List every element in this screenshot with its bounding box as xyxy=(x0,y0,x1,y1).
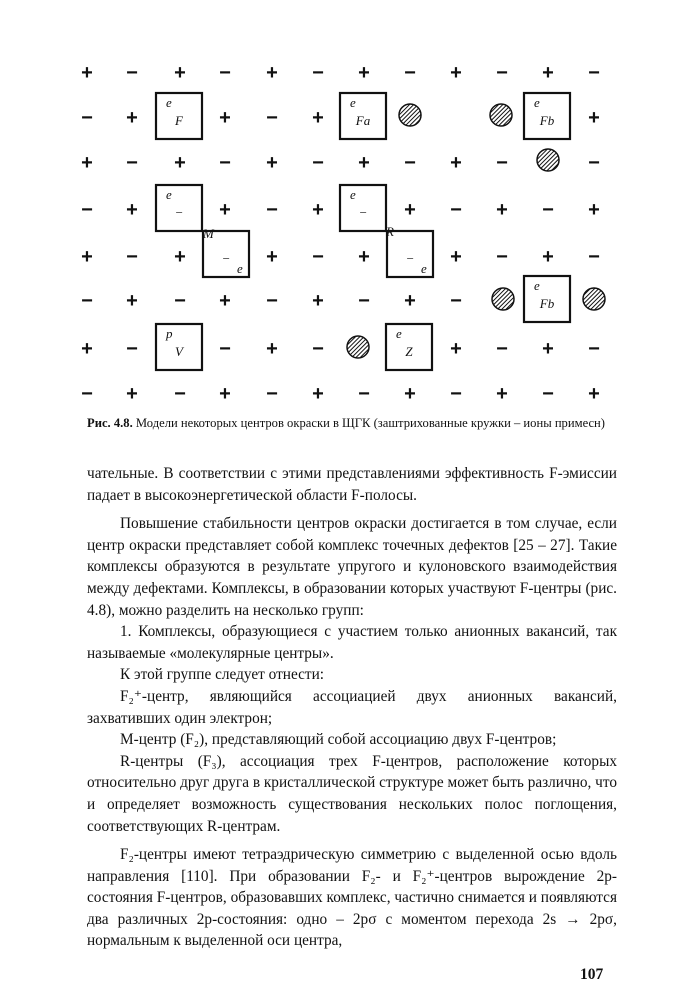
anion-minus: − xyxy=(496,62,508,84)
anion-minus: − xyxy=(126,338,138,360)
cation-plus: + xyxy=(126,383,138,405)
box-top-label: e xyxy=(534,278,540,293)
cation-plus: + xyxy=(542,62,554,84)
cation-plus: + xyxy=(81,246,93,268)
anion-minus: − xyxy=(266,199,278,221)
cation-plus: + xyxy=(404,383,416,405)
cation-plus: + xyxy=(312,290,324,312)
box-top-label: e xyxy=(534,95,540,110)
cation-plus: + xyxy=(266,246,278,268)
anion-minus: − xyxy=(496,338,508,360)
box-center-label: Z xyxy=(405,344,413,359)
impurity-ion-circle xyxy=(490,104,512,126)
anion-minus: − xyxy=(174,290,186,312)
box-center-label: − xyxy=(405,251,415,266)
vacancy-box xyxy=(524,93,570,139)
paragraph-2: Повышение стабильности центров окраски достигается в том случае, если центр окраски представляет собой комплекс точечных дефектов [25 – 27]. Такие комплексы образуются в результате упругого и кулоновского взаимодействия между дефектами. Комплексы, в образовании которых участвуют F-центры (рис. 4.8), можно разделить на несколько групп: xyxy=(87,515,617,619)
cation-plus: + xyxy=(266,338,278,360)
anion-minus: − xyxy=(219,338,231,360)
body-text xyxy=(87,463,617,952)
anion-minus: − xyxy=(81,383,93,405)
cation-plus: + xyxy=(496,383,508,405)
box-top-label: e xyxy=(350,187,356,202)
cation-plus: + xyxy=(266,152,278,174)
anion-minus: − xyxy=(126,246,138,268)
vacancy-box xyxy=(524,276,570,322)
cation-plus: + xyxy=(266,62,278,84)
box-center-label: Fb xyxy=(539,113,555,128)
anion-minus: − xyxy=(588,152,600,174)
box-center-label: Fa xyxy=(355,113,371,128)
box-top-label: p xyxy=(166,326,173,341)
cation-plus: + xyxy=(404,199,416,221)
anion-minus: − xyxy=(588,62,600,84)
cation-plus: + xyxy=(450,62,462,84)
cation-plus: + xyxy=(219,107,231,129)
figure-4-8 xyxy=(0,0,696,410)
box-center-label: − xyxy=(358,205,368,220)
anion-minus: − xyxy=(266,290,278,312)
impurity-ion-circle xyxy=(537,149,559,171)
box-center-label: − xyxy=(221,251,231,266)
paragraph-1: чательные. В соответствии с этими представлениями эффективность F-эмиссии падает в высокоэнергетической области F-полосы. xyxy=(87,465,617,504)
cation-plus: + xyxy=(542,246,554,268)
cation-plus: + xyxy=(126,107,138,129)
anion-minus: − xyxy=(219,62,231,84)
anion-minus: − xyxy=(81,199,93,221)
anion-minus: − xyxy=(450,290,462,312)
cation-plus: + xyxy=(81,152,93,174)
cation-plus: + xyxy=(312,199,324,221)
box-top-label: e xyxy=(166,95,172,110)
anion-minus: − xyxy=(542,199,554,221)
paragraph-8: F₂-центры имеют тетраэдрическую симметрию с выделенной осью вдоль направления [110]. При образовании F₂- и F₂⁺-центров вырождение 2p-состояния F-центров, образовавших комплекс, частично снимается и появляются два различных 2p-состояния: одно – 2pσ с моментом перехода 2s → 2pσ, нормальным к выделенной оси центра, xyxy=(87,846,617,950)
vacancy-box xyxy=(340,185,386,231)
anion-minus: − xyxy=(588,246,600,268)
cation-plus: + xyxy=(219,383,231,405)
paragraph-7: R-центры (F₃), ассоциация трех F-центров, расположение которых относительно друг друга в кристаллической структуре может быть различно, что и определяет возможность существования нескольких полос поглощения, соответствующих R-центрам. xyxy=(87,752,617,835)
cation-plus: + xyxy=(450,152,462,174)
box-corner-label: e xyxy=(237,261,243,276)
cation-plus: + xyxy=(219,290,231,312)
caption-text: Модели некоторых центров окраски в ЩГК (заштрихованные кружки – ионы примесн) xyxy=(132,416,605,430)
paragraph-6: М-центр (F₂), представляющий собой ассоциацию двух F-центров; xyxy=(120,731,557,749)
box-center-label: − xyxy=(174,205,184,220)
anion-minus: − xyxy=(450,383,462,405)
box-top-label: e xyxy=(396,326,402,341)
anion-minus: − xyxy=(266,383,278,405)
box-center-label: F xyxy=(175,113,183,128)
figure-caption xyxy=(87,414,617,433)
anion-minus: − xyxy=(496,246,508,268)
cation-plus: + xyxy=(174,62,186,84)
anion-minus: − xyxy=(496,152,508,174)
impurity-ion-circle xyxy=(492,288,514,310)
anion-minus: − xyxy=(219,152,231,174)
cation-plus: + xyxy=(588,383,600,405)
vacancy-box xyxy=(156,185,202,231)
box-corner-label: e xyxy=(421,261,427,276)
anion-minus: − xyxy=(450,199,462,221)
box-top-label: e xyxy=(350,95,356,110)
cation-plus: + xyxy=(358,246,370,268)
box-center-label: V xyxy=(175,344,183,359)
cation-plus: + xyxy=(588,107,600,129)
vacancy-box xyxy=(156,93,202,139)
cation-plus: + xyxy=(450,246,462,268)
r-center-label: R xyxy=(386,224,394,239)
anion-minus: − xyxy=(542,383,554,405)
cation-plus: + xyxy=(126,199,138,221)
cation-plus: + xyxy=(358,62,370,84)
paragraph-3: 1. Комплексы, образующиеся с участием только анионных вакансий, так называемые «молекулярные центры». xyxy=(87,623,617,662)
cation-plus: + xyxy=(542,338,554,360)
anion-minus: − xyxy=(174,383,186,405)
anion-minus: − xyxy=(404,152,416,174)
anion-minus: − xyxy=(312,62,324,84)
cation-plus: + xyxy=(174,246,186,268)
crystal-lattice-diagram xyxy=(0,0,696,410)
anion-minus: − xyxy=(358,383,370,405)
vacancy-box xyxy=(386,324,432,370)
anion-minus: − xyxy=(312,246,324,268)
vacancy-box xyxy=(340,93,386,139)
cation-plus: + xyxy=(81,338,93,360)
box-top-label: e xyxy=(166,187,172,202)
impurity-ion-circle xyxy=(399,104,421,126)
cation-plus: + xyxy=(81,62,93,84)
cation-plus: + xyxy=(312,107,324,129)
anion-minus: − xyxy=(126,152,138,174)
cation-plus: + xyxy=(496,199,508,221)
cation-plus: + xyxy=(588,199,600,221)
impurity-ion-circle xyxy=(347,336,369,358)
anion-minus: − xyxy=(404,62,416,84)
anion-minus: − xyxy=(266,107,278,129)
m-center-label: M xyxy=(203,226,214,241)
anion-minus: − xyxy=(81,290,93,312)
cation-plus: + xyxy=(174,152,186,174)
vacancy-box xyxy=(156,324,202,370)
anion-minus: − xyxy=(312,338,324,360)
anion-minus: − xyxy=(126,62,138,84)
cation-plus: + xyxy=(312,383,324,405)
anion-minus: − xyxy=(358,290,370,312)
cation-plus: + xyxy=(126,290,138,312)
paragraph-4: К этой группе следует отнести: xyxy=(120,666,325,684)
cation-plus: + xyxy=(358,152,370,174)
impurity-ion-circle xyxy=(583,288,605,310)
cation-plus: + xyxy=(219,199,231,221)
cation-plus: + xyxy=(404,290,416,312)
anion-minus: − xyxy=(588,338,600,360)
anion-minus: − xyxy=(312,152,324,174)
paragraph-5: F₂⁺-центр, являющийся ассоциацией двух анионных вакансий, захвативших один электрон; xyxy=(87,687,617,727)
page-number: 107 xyxy=(580,966,604,983)
anion-minus: − xyxy=(81,107,93,129)
caption-label: Рис. 4.8. xyxy=(87,416,133,430)
box-center-label: Fb xyxy=(539,296,555,311)
cation-plus: + xyxy=(450,338,462,360)
